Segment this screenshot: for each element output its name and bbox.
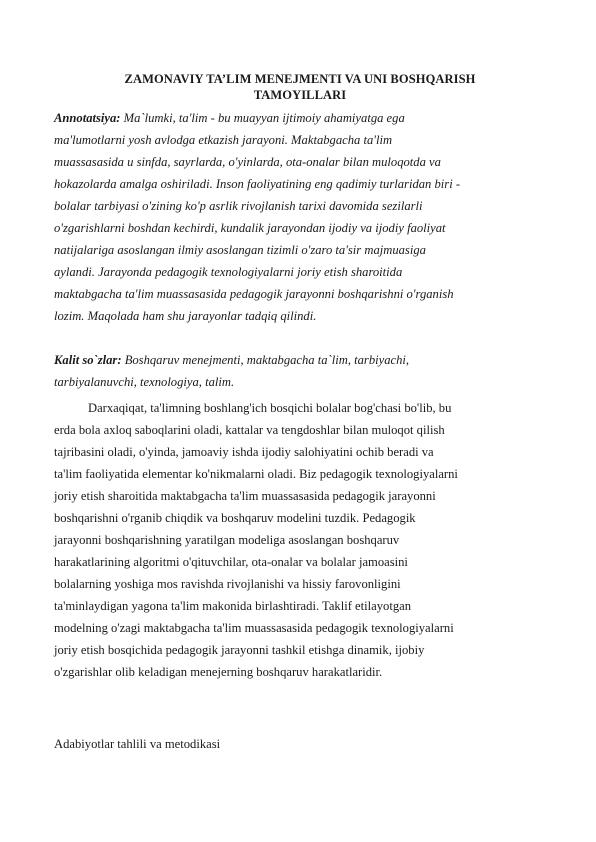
keywords-label: Kalit so`zlar: <box>54 353 122 367</box>
body-paragraph <box>54 397 524 683</box>
body-line: ta'lim faoliyatida elementar ko'nikmalarni oladi. Biz pedagogik texnologiyalarni <box>54 467 458 481</box>
abstract-line: Ma`lumki, ta'lim - bu muayyan ijtimoiy ahamiyatga ega <box>123 111 405 125</box>
keywords-line: tarbiyalanuvchi, texnologiya, talim. <box>54 375 235 389</box>
body-line: bolalarning yoshiga mos ravishda rivojlanishi va hissiy farovonligini <box>54 577 401 591</box>
abstract-label: Annotatsiya: <box>54 111 121 125</box>
body-line: harakatlarining algoritmi o'qituvchilar, ota-onalar va bolalar jamoasini <box>54 555 408 569</box>
body-line: jarayonni boshqarishning yaratilgan modeliga asoslangan boshqaruv <box>54 533 400 547</box>
page-title <box>60 71 540 103</box>
abstract-line: bolalar tarbiyasi o'zining ko'p asrlik rivojlanish tarixi davomida sezilarli <box>54 199 423 213</box>
abstract-line: maktabgacha ta'lim muassasasida pedagogik jarayonni boshqarishni o'rganish <box>54 287 454 301</box>
body-line: joriy etish bosqichida pedagogik jarayonni tashkil etishga dinamik, ijobiy <box>54 643 425 657</box>
keywords-line: Boshqaruv menejmenti, maktabgacha ta`lim, tarbiyachi, <box>124 353 410 367</box>
body-line: joriy etish sharoitida maktabgacha ta'lim muassasasida pedagogik jarayonni <box>54 489 436 503</box>
abstract <box>54 107 524 327</box>
keywords <box>54 349 524 393</box>
abstract-line: hokazolarda amalga oshiriladi. Inson faoliyatining eng qadimiy turlaridan biri - <box>54 177 461 191</box>
body-line: boshqarishni o'rganib chiqdik va boshqaruv modelini tuzdik. Pedagogik <box>54 511 416 525</box>
body-line: tajribasini oladi, o'yinda, jamoaviy ishda ijodiy salohiyatini ochib beradi va <box>54 445 434 459</box>
abstract-line: o'zgarishlarni boshdan kechirdi, kundalik jarayondan ijodiy va ijodiy faoliyat <box>54 221 446 235</box>
title-line-2: TAMOYILLARI <box>253 88 347 102</box>
abstract-line: natijalariga asoslangan ilmiy asoslangan tizimli o'zaro ta'sir majmuasiga <box>54 243 426 257</box>
body-line: o'zgarishlar olib keladigan menejerning boshqaruv harakatlaridir. <box>54 665 383 679</box>
abstract-line: ma'lumotlarni yosh avlodga etkazish jarayoni. Maktabgacha ta'lim <box>54 133 393 147</box>
title-line-1: ZAMONAVIY TA’LIM MENEJMENTI VA UNI BOSHQARISH <box>124 72 476 86</box>
body-line: Darxaqiqat, ta'limning boshlang'ich bosqichi bolalar bog'chasi bo'lib, bu <box>88 401 452 415</box>
body-line: modelning o'zagi maktabgacha ta'lim muassasasida pedagogik texnologiyalarni <box>54 621 454 635</box>
section-heading: Adabiyotlar tahlili va metodikasi <box>54 737 221 751</box>
abstract-line: lozim. Maqolada ham shu jarayonlar tadqiq qilindi. <box>54 309 317 323</box>
abstract-line: muassasasida u sinfda, sayrlarda, o'yinlarda, ota-onalar bilan muloqotda va <box>54 155 441 169</box>
body-line: ta'minlaydigan yagona ta'lim makonida birlashtiradi. Taklif etilayotgan <box>54 599 412 613</box>
abstract-line: aylandi. Jarayonda pedagogik texnologiyalarni joriy etish sharoitida <box>54 265 403 279</box>
body-line: erda bola axloq saboqlarini oladi, kattalar va tengdoshlar bilan muloqot qilish <box>54 423 445 437</box>
